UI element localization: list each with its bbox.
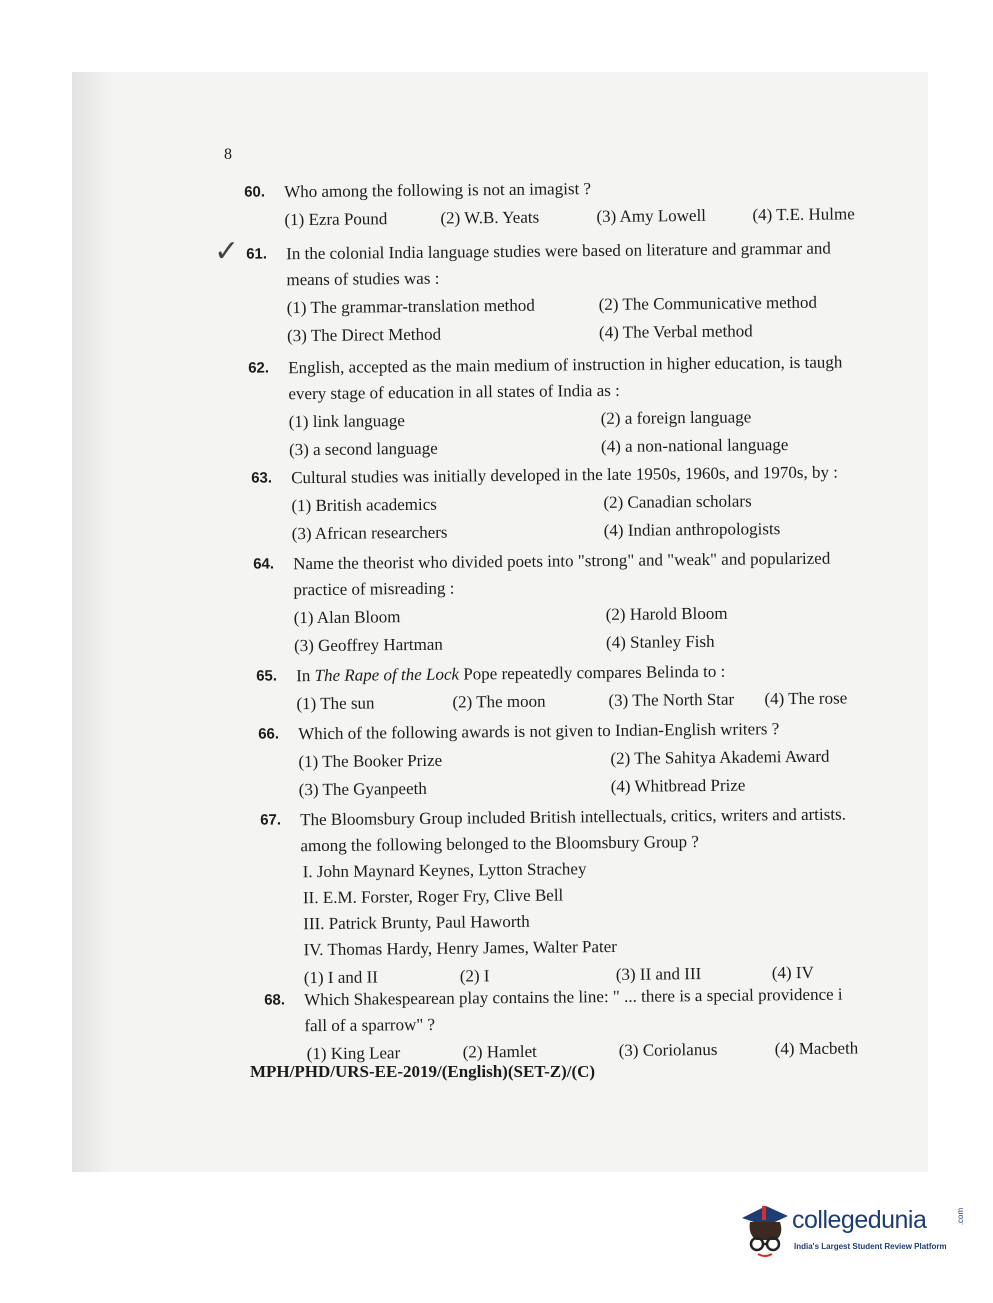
question-number: 63. xyxy=(251,469,273,487)
option-4: (4) The rose xyxy=(764,688,848,709)
question-text: English, accepted as the main medium of instruction in higher education, is taugh xyxy=(288,352,843,378)
option-2: (2) The moon xyxy=(452,691,546,712)
question-text: In the colonial India language studies were based on literature and grammar and xyxy=(286,238,831,264)
option-1: (1) King Lear xyxy=(306,1043,401,1064)
option-1: (1) Alan Bloom xyxy=(293,607,401,628)
question-text-continued: practice of misreading : xyxy=(293,578,455,600)
option-2: (2) a foreign language xyxy=(600,407,752,428)
question-text-continued: every stage of education in all states of India as : xyxy=(288,380,620,404)
check-mark-icon: ✓ xyxy=(214,234,240,269)
option-2: (2) I xyxy=(459,966,490,986)
option-1: (1) The sun xyxy=(296,693,375,714)
option-3: (3) Amy Lowell xyxy=(596,205,707,226)
option-2: (2) Hamlet xyxy=(462,1041,537,1062)
option-4: (4) Stanley Fish xyxy=(605,631,715,652)
option-1: (1) Ezra Pound xyxy=(284,209,388,230)
question-number: 66. xyxy=(258,725,280,743)
page-edge-shadow xyxy=(72,72,112,1172)
option-4: (4) Whitbread Prize xyxy=(610,775,746,796)
option-2: (2) Harold Bloom xyxy=(605,603,728,624)
statement-1: I. John Maynard Keynes, Lytton Strachey xyxy=(302,859,587,882)
question-text: The Bloomsbury Group included British intellectuals, critics, writers and artists. xyxy=(300,804,847,830)
option-3: (3) Coriolanus xyxy=(618,1039,718,1060)
question-text: Who among the following is not an imagist ? xyxy=(284,179,592,202)
option-4: (4) a non-national language xyxy=(600,435,789,456)
question-text: Cultural studies was initially developed in the late 1950s, 1960s, and 1970s, by : xyxy=(291,462,838,488)
graduate-mascot-icon xyxy=(738,1200,792,1258)
option-3: (3) The Direct Method xyxy=(286,324,442,346)
page-number: 8 xyxy=(224,146,232,163)
question-text-pre: In xyxy=(296,666,315,686)
option-4: (4) IV xyxy=(771,962,814,983)
option-1: (1) The grammar-translation method xyxy=(286,295,535,318)
option-4: (4) T.E. Hulme xyxy=(752,204,855,225)
question-number: 61. xyxy=(246,245,268,263)
option-1: (1) I and II xyxy=(303,967,379,988)
logo-suffix: .com xyxy=(956,1207,966,1226)
statement-4: IV. Thomas Hardy, Henry James, Walter Pater xyxy=(303,936,617,960)
option-1: (1) link language xyxy=(288,411,405,432)
option-4: (4) Macbeth xyxy=(774,1038,859,1059)
option-1: (1) The Booker Prize xyxy=(298,750,443,772)
question-text: Name the theorist who divided poets into "strong" and "weak" and popularized xyxy=(293,548,831,574)
question-number: 65. xyxy=(256,667,278,685)
question-number: 64. xyxy=(253,555,275,573)
option-1: (1) British academics xyxy=(291,494,437,516)
logo-tagline: India's Largest Student Review Platform xyxy=(794,1242,947,1251)
logo-wordmark: collegedunia xyxy=(792,1206,927,1234)
option-4: (4) Indian anthropologists xyxy=(603,519,781,540)
question-number: 62. xyxy=(248,359,270,377)
collegedunia-logo[interactable] xyxy=(738,1200,968,1260)
question-text-continued: means of studies was : xyxy=(286,268,440,290)
option-3: (3) Geoffrey Hartman xyxy=(293,634,443,656)
option-3: (3) II and III xyxy=(615,964,702,984)
option-3: (3) African researchers xyxy=(291,522,448,544)
work-title: The Rape of the Lock xyxy=(314,664,460,686)
option-2: (2) Canadian scholars xyxy=(603,491,752,512)
option-3: (3) The North Star xyxy=(608,689,735,710)
question-number: 68. xyxy=(264,991,286,1009)
option-2: (2) W.B. Yeats xyxy=(440,207,540,228)
question-number: 60. xyxy=(244,183,266,201)
statement-2: II. E.M. Forster, Roger Fry, Clive Bell xyxy=(302,885,564,908)
option-2: (2) The Sahitya Akademi Award xyxy=(610,746,830,768)
question-text-continued: fall of a sparrow" ? xyxy=(304,1014,436,1036)
question-text-post: Pope repeatedly compares Belinda to : xyxy=(458,661,726,684)
exam-code-footer: MPH/PHD/URS-EE-2019/(English)(SET-Z)/(C) xyxy=(250,1062,596,1081)
statement-3: III. Patrick Brunty, Paul Haworth xyxy=(303,911,530,934)
question-text: Which Shakespearean play contains the line: " ... there is a special providence i xyxy=(304,984,843,1010)
question-number: 67. xyxy=(260,811,282,829)
option-4: (4) The Verbal method xyxy=(598,321,753,342)
option-3: (3) a second language xyxy=(288,438,438,460)
question-text: Which of the following awards is not given to Indian-English writers ? xyxy=(298,719,780,744)
option-3: (3) The Gyanpeeth xyxy=(298,778,427,800)
question-text-continued: among the following belonged to the Bloomsbury Group ? xyxy=(300,832,699,856)
option-2: (2) The Communicative method xyxy=(598,292,818,314)
